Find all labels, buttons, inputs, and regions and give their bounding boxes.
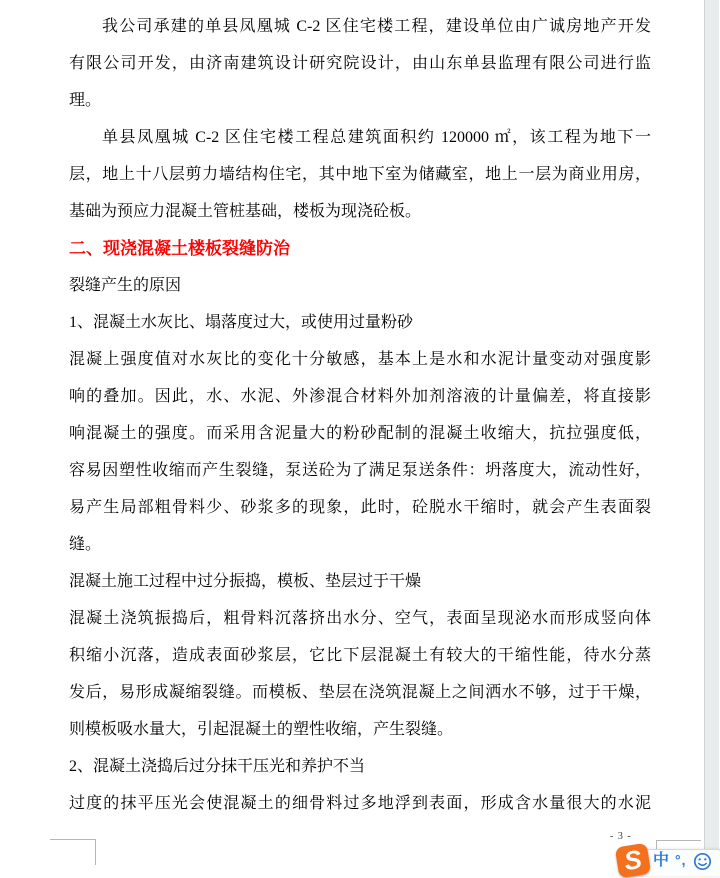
text-line[interactable]: 我公司承建的单县凤凰城 C-2 区住宅楼工程，建设单位由广诚房地产开发: [102, 18, 651, 35]
crop-mark-bottom-left: [50, 839, 96, 840]
footer-page-number: - 3 -: [610, 831, 632, 842]
text-line[interactable]: 易产生局部粗骨料少、砂浆多的现象，此时，砼脱水干缩时，就会产生表面裂: [69, 499, 651, 516]
text-line[interactable]: 2、混凝土浇捣后过分抹干压光和养护不当: [69, 758, 366, 775]
crop-mark-bottom-right: [656, 840, 701, 841]
text-line[interactable]: 混凝土浇筑振捣后，粗骨料沉落挤出水分、空气，表面呈现泌水而形成竖向体: [69, 610, 651, 627]
text-line[interactable]: 积缩小沉落，造成表面砂浆层，它比下层混凝土有较大的干缩性能，待水分蒸: [69, 647, 651, 664]
text-line[interactable]: 理。: [69, 92, 102, 109]
text-line[interactable]: 则模板吸水量大，引起混凝土的塑性收缩，产生裂缝。: [69, 721, 454, 738]
text-line[interactable]: 混凝上强度值对水灰比的变化十分敏感，基本上是水和水泥计量变动对强度影: [69, 351, 651, 368]
text-line[interactable]: 响混凝土的强度。而采用含泥量大的粉砂配制的混凝土收缩大，抗拉强度低，: [69, 425, 651, 442]
emoji-smiley-icon[interactable]: [693, 852, 712, 871]
ime-chinese-mode-toggle[interactable]: 中: [653, 852, 670, 869]
section-heading[interactable]: 二、现浇混凝土楼板裂缝防治: [69, 239, 290, 258]
text-line[interactable]: 层，地上十八层剪力墙结构住宅，其中地下室为储藏室，地上一层为商业用房，: [69, 166, 651, 183]
text-line[interactable]: 有限公司开发，由济南建筑设计研究院设计，由山东单县监理有限公司进行监: [69, 55, 651, 72]
document-body[interactable]: [69, 8, 651, 822]
text-line[interactable]: 混凝土施工过程中过分振捣，模板、垫层过于干燥: [69, 573, 422, 590]
text-line[interactable]: 基础为预应力混凝土管桩基础，楼板为现浇砼板。: [69, 203, 422, 220]
crop-mark-bottom-left: [95, 839, 96, 865]
text-line[interactable]: 裂缝产生的原因: [69, 277, 182, 294]
ime-toolbar[interactable]: [616, 844, 720, 875]
text-line[interactable]: 1、混凝土水灰比、塌落度过大，或使用过量粉砂: [69, 314, 414, 331]
text-line[interactable]: 容易因塑性收缩而产生裂缝，泵送砼为了满足泵送条件：坍落度大，流动性好，: [69, 462, 651, 479]
text-line[interactable]: 发后，易形成凝缩裂缝。而模板、垫层在浇筑混凝上之间洒水不够，过于干燥，: [69, 684, 651, 701]
page-edge-strip: [704, 0, 719, 875]
ime-punctuation-toggle[interactable]: °,: [675, 852, 687, 868]
sogou-logo-icon[interactable]: S: [615, 843, 651, 878]
text-line[interactable]: 响的叠加。因此，水、水泥、外渗混合材料外加剂溶液的计量偏差，将直接影: [69, 388, 651, 405]
text-line[interactable]: 过度的抹平压光会使混凝土的细骨料过多地浮到表面，形成含水量很大的水泥: [69, 795, 651, 812]
text-line[interactable]: 缝。: [69, 536, 102, 553]
text-line[interactable]: 单县凤凰城 C-2 区住宅楼工程总建筑面积约 120000 ㎡，该工程为地下一: [102, 129, 651, 146]
